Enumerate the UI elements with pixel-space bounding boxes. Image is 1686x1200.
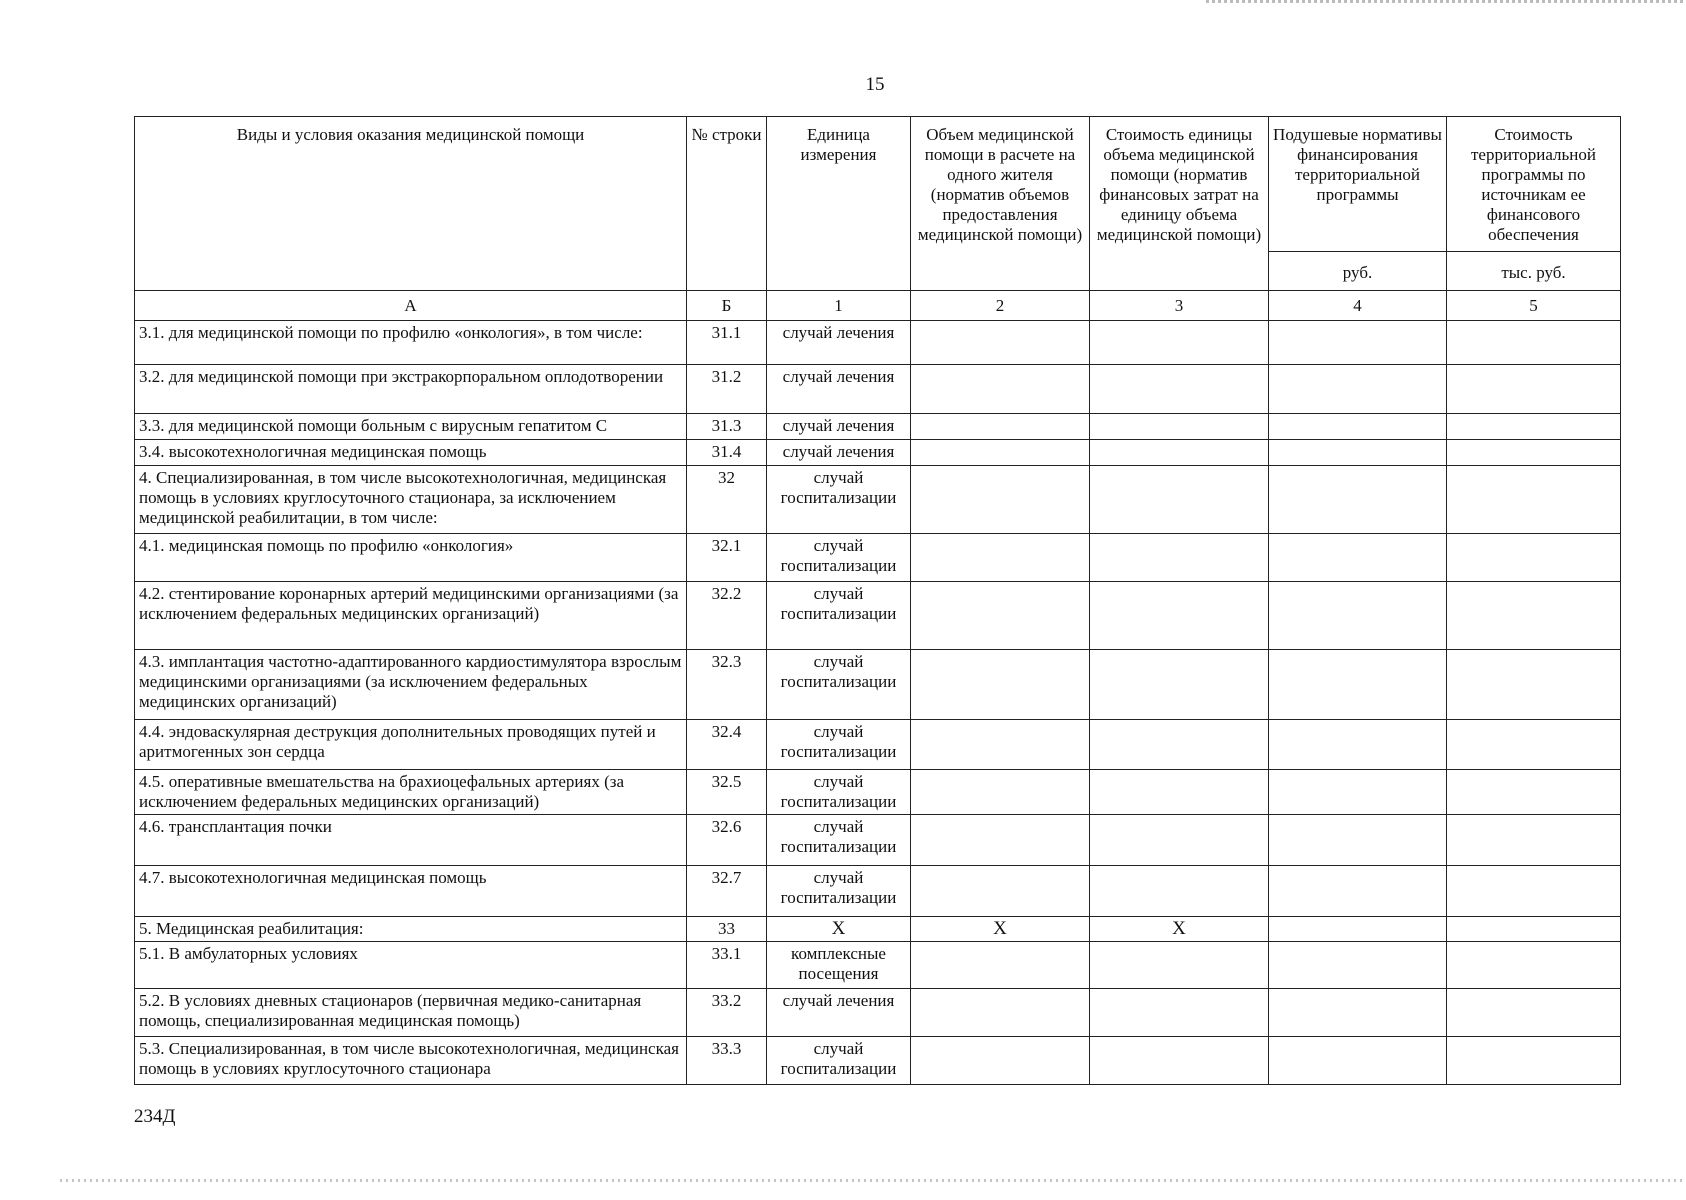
row-name: 4.3. имплантация частотно-адаптированного кардиостимулятора взрослым медицинскими организациями (за исключением федеральных медицинских организаций) bbox=[135, 650, 687, 720]
row-name: 3.3. для медицинской помощи больным с вирусным гепатитом С bbox=[135, 414, 687, 440]
header-care-type: Виды и условия оказания медицинской помощи bbox=[135, 117, 687, 291]
row-number: 33 bbox=[687, 917, 767, 942]
table-row bbox=[135, 650, 1621, 720]
row-program-cost bbox=[1447, 866, 1621, 917]
row-volume bbox=[911, 534, 1090, 582]
row-program-cost bbox=[1447, 815, 1621, 866]
medical-care-table bbox=[134, 116, 1621, 1085]
row-number: 32.3 bbox=[687, 650, 767, 720]
row-unit: случай госпитализации bbox=[767, 770, 911, 815]
row-number: 32.2 bbox=[687, 582, 767, 650]
row-name: 5.2. В условиях дневных стационаров (первичная медико-санитарная помощь, специализированная медицинская помощь) bbox=[135, 989, 687, 1037]
row-unit-cost bbox=[1090, 365, 1269, 414]
row-number: 32.4 bbox=[687, 720, 767, 770]
row-unit-cost bbox=[1090, 650, 1269, 720]
row-unit: случай госпитализации bbox=[767, 1037, 911, 1085]
row-number: 33.1 bbox=[687, 942, 767, 989]
row-unit: случай госпитализации bbox=[767, 815, 911, 866]
row-name: 4.5. оперативные вмешательства на брахиоцефальных артериях (за исключением федеральных медицинских организаций) bbox=[135, 770, 687, 815]
column-number: Б bbox=[687, 291, 767, 321]
row-per-capita bbox=[1269, 534, 1447, 582]
row-unit: случай лечения bbox=[767, 365, 911, 414]
header-volume: Объем медицинской помощи в расчете на одного жителя (норматив объемов предоставления медицинской помощи) bbox=[911, 117, 1090, 291]
table-row bbox=[135, 866, 1621, 917]
column-number: 4 bbox=[1269, 291, 1447, 321]
column-number: А bbox=[135, 291, 687, 321]
row-program-cost bbox=[1447, 466, 1621, 534]
row-number: 32 bbox=[687, 466, 767, 534]
row-unit: Х bbox=[767, 917, 911, 942]
row-per-capita bbox=[1269, 365, 1447, 414]
row-volume bbox=[911, 466, 1090, 534]
row-unit: случай госпитализации bbox=[767, 650, 911, 720]
header-unit-cost: Стоимость единицы объема медицинской помощи (норматив финансовых затрат на единицу объема медицинской помощи) bbox=[1090, 117, 1269, 291]
row-volume bbox=[911, 321, 1090, 365]
row-unit-cost bbox=[1090, 942, 1269, 989]
table-row bbox=[135, 989, 1621, 1037]
row-unit-cost bbox=[1090, 321, 1269, 365]
header-program-cost: Стоимость территориальной программы по источникам ее финансового обеспечения bbox=[1447, 117, 1621, 252]
row-unit: случай лечения bbox=[767, 321, 911, 365]
row-unit-cost bbox=[1090, 770, 1269, 815]
table-row bbox=[135, 815, 1621, 866]
row-unit-cost bbox=[1090, 866, 1269, 917]
row-unit: случай лечения bbox=[767, 414, 911, 440]
scan-edge-bottom bbox=[60, 1179, 1686, 1182]
table-row bbox=[135, 414, 1621, 440]
row-number: 33.3 bbox=[687, 1037, 767, 1085]
header-row bbox=[135, 117, 1621, 252]
column-number: 2 bbox=[911, 291, 1090, 321]
row-unit-cost: Х bbox=[1090, 917, 1269, 942]
row-name: 4.7. высокотехнологичная медицинская помощь bbox=[135, 866, 687, 917]
page-number: 15 bbox=[865, 74, 885, 95]
row-program-cost bbox=[1447, 582, 1621, 650]
row-volume bbox=[911, 414, 1090, 440]
row-per-capita bbox=[1269, 866, 1447, 917]
header-unit: Единица измерения bbox=[767, 117, 911, 291]
row-number: 32.7 bbox=[687, 866, 767, 917]
row-per-capita bbox=[1269, 942, 1447, 989]
row-per-capita bbox=[1269, 770, 1447, 815]
row-name: 4.1. медицинская помощь по профилю «онкология» bbox=[135, 534, 687, 582]
row-unit-cost bbox=[1090, 582, 1269, 650]
header-unit-thousand-rub: тыс. руб. bbox=[1447, 252, 1621, 291]
row-name: 4.6. трансплантация почки bbox=[135, 815, 687, 866]
row-volume bbox=[911, 440, 1090, 466]
row-unit-cost bbox=[1090, 989, 1269, 1037]
scan-edge-top bbox=[1206, 0, 1686, 3]
row-name: 4.2. стентирование коронарных артерий медицинскими организациями (за исключением федеральных медицинских организаций) bbox=[135, 582, 687, 650]
row-name: 4. Специализированная, в том числе высокотехнологичная, медицинская помощь в условиях круглосуточного стационара, за исключением медицинской реабилитации, в том числе: bbox=[135, 466, 687, 534]
table-row bbox=[135, 534, 1621, 582]
column-number: 1 bbox=[767, 291, 911, 321]
row-number: 32.6 bbox=[687, 815, 767, 866]
header-row-number: № строки bbox=[687, 117, 767, 291]
row-unit: случай госпитализации bbox=[767, 534, 911, 582]
row-per-capita bbox=[1269, 1037, 1447, 1085]
row-per-capita bbox=[1269, 321, 1447, 365]
table-row bbox=[135, 321, 1621, 365]
row-volume bbox=[911, 815, 1090, 866]
table-row bbox=[135, 365, 1621, 414]
row-unit-cost bbox=[1090, 720, 1269, 770]
row-per-capita bbox=[1269, 720, 1447, 770]
row-program-cost bbox=[1447, 942, 1621, 989]
table-row bbox=[135, 917, 1621, 942]
table-row bbox=[135, 942, 1621, 989]
row-program-cost bbox=[1447, 414, 1621, 440]
row-number: 32.1 bbox=[687, 534, 767, 582]
row-per-capita bbox=[1269, 989, 1447, 1037]
document-code: 234Д bbox=[134, 1106, 176, 1127]
table-row bbox=[135, 720, 1621, 770]
row-volume bbox=[911, 582, 1090, 650]
row-unit: случай лечения bbox=[767, 440, 911, 466]
column-number-row bbox=[135, 291, 1621, 321]
row-unit: случай госпитализации bbox=[767, 720, 911, 770]
row-program-cost bbox=[1447, 650, 1621, 720]
row-unit-cost bbox=[1090, 534, 1269, 582]
column-number: 5 bbox=[1447, 291, 1621, 321]
row-per-capita bbox=[1269, 917, 1447, 942]
row-volume: Х bbox=[911, 917, 1090, 942]
row-number: 31.1 bbox=[687, 321, 767, 365]
row-per-capita bbox=[1269, 414, 1447, 440]
table-row bbox=[135, 770, 1621, 815]
row-name: 5.1. В амбулаторных условиях bbox=[135, 942, 687, 989]
row-per-capita bbox=[1269, 815, 1447, 866]
row-program-cost bbox=[1447, 1037, 1621, 1085]
row-unit: случай лечения bbox=[767, 989, 911, 1037]
row-number: 32.5 bbox=[687, 770, 767, 815]
row-volume bbox=[911, 720, 1090, 770]
row-number: 31.2 bbox=[687, 365, 767, 414]
row-program-cost bbox=[1447, 989, 1621, 1037]
row-volume bbox=[911, 866, 1090, 917]
row-unit-cost bbox=[1090, 440, 1269, 466]
row-unit-cost bbox=[1090, 1037, 1269, 1085]
header-unit-rub: руб. bbox=[1269, 252, 1447, 291]
row-unit-cost bbox=[1090, 414, 1269, 440]
row-number: 31.3 bbox=[687, 414, 767, 440]
row-name: 3.1. для медицинской помощи по профилю «онкология», в том числе: bbox=[135, 321, 687, 365]
column-number: 3 bbox=[1090, 291, 1269, 321]
row-number: 31.4 bbox=[687, 440, 767, 466]
row-program-cost bbox=[1447, 534, 1621, 582]
table-row bbox=[135, 582, 1621, 650]
row-unit-cost bbox=[1090, 466, 1269, 534]
row-unit: случай госпитализации bbox=[767, 466, 911, 534]
row-per-capita bbox=[1269, 650, 1447, 720]
row-number: 33.2 bbox=[687, 989, 767, 1037]
row-name: 5.3. Специализированная, в том числе высокотехнологичная, медицинская помощь в условиях круглосуточного стационара bbox=[135, 1037, 687, 1085]
row-program-cost bbox=[1447, 321, 1621, 365]
row-unit: случай госпитализации bbox=[767, 866, 911, 917]
header-per-capita: Подушевые нормативы финансирования территориальной программы bbox=[1269, 117, 1447, 252]
table-row bbox=[135, 440, 1621, 466]
row-volume bbox=[911, 989, 1090, 1037]
row-program-cost bbox=[1447, 720, 1621, 770]
row-program-cost bbox=[1447, 917, 1621, 942]
row-volume bbox=[911, 770, 1090, 815]
row-unit: комплексные посещения bbox=[767, 942, 911, 989]
row-volume bbox=[911, 942, 1090, 989]
table-row bbox=[135, 1037, 1621, 1085]
row-per-capita bbox=[1269, 582, 1447, 650]
row-name: 3.4. высокотехнологичная медицинская помощь bbox=[135, 440, 687, 466]
row-per-capita bbox=[1269, 440, 1447, 466]
row-volume bbox=[911, 365, 1090, 414]
table-row bbox=[135, 466, 1621, 534]
row-program-cost bbox=[1447, 365, 1621, 414]
row-volume bbox=[911, 650, 1090, 720]
row-name: 3.2. для медицинской помощи при экстракорпоральном оплодотворении bbox=[135, 365, 687, 414]
row-name: 5. Медицинская реабилитация: bbox=[135, 917, 687, 942]
row-unit-cost bbox=[1090, 815, 1269, 866]
row-unit: случай госпитализации bbox=[767, 582, 911, 650]
row-name: 4.4. эндоваскулярная деструкция дополнительных проводящих путей и аритмогенных зон сердца bbox=[135, 720, 687, 770]
row-volume bbox=[911, 1037, 1090, 1085]
row-program-cost bbox=[1447, 770, 1621, 815]
row-program-cost bbox=[1447, 440, 1621, 466]
row-per-capita bbox=[1269, 466, 1447, 534]
